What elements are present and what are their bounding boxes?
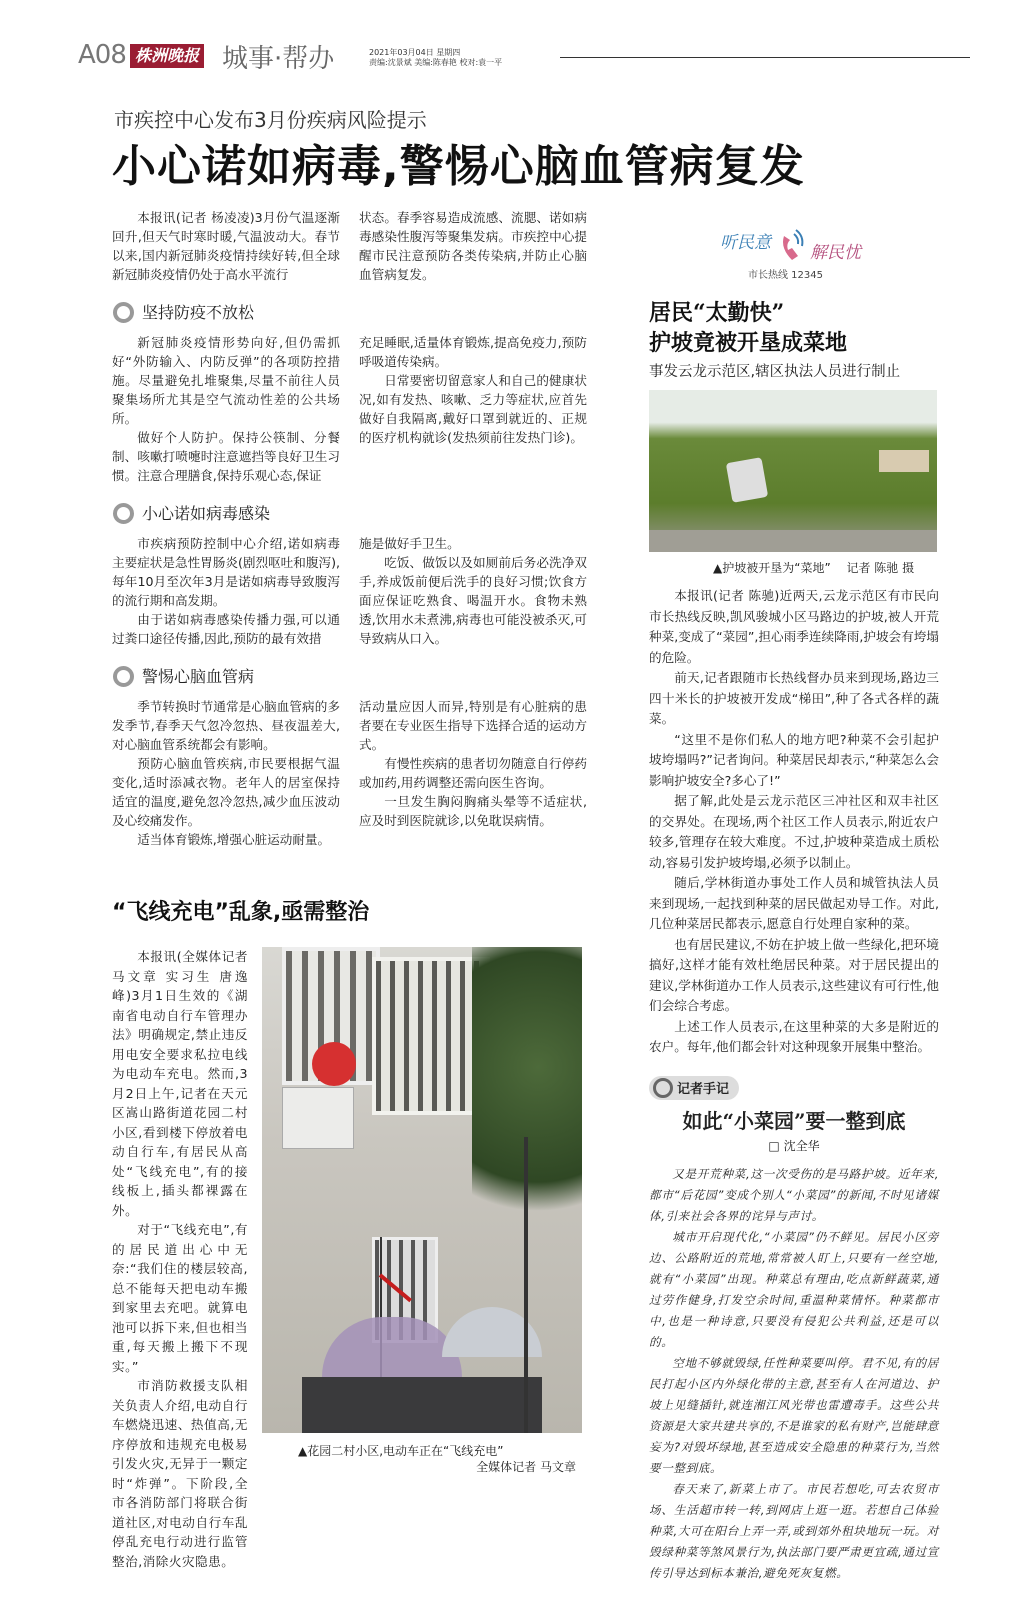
section-title: 城事·帮办 (222, 44, 335, 74)
section3-left (112, 697, 340, 849)
page-number: A08 (78, 40, 126, 70)
section1 (112, 333, 587, 485)
article3-subheadline: 事发云龙示范区,辖区执法人员进行制止 (649, 364, 901, 380)
electric-scooters (302, 1377, 542, 1433)
article1-headline: 小心诺如病毒,警惕心脑血管病复发 (112, 141, 805, 192)
article1-kicker: 市疾控中心发布3月份疾病风险提示 (114, 108, 427, 132)
intro-left (112, 208, 340, 284)
red-lantern (312, 1042, 356, 1086)
road (649, 530, 937, 552)
header-meta (369, 48, 502, 68)
paragraph: 日常要密切留意家人和自己的健康状况,如有发热、咳嗽、乏力等症状,应首先做好自我隔离,戴好口罩到就近的、正规的医疗机构就诊(发热须前往发热门诊)。 (359, 373, 587, 445)
article3-body (649, 586, 939, 1058)
heading-text: 警惕心脑血管病 (142, 666, 255, 686)
paragraph: 状态。春季容易造成流感、流腮、诺如病毒感染性腹泻等聚集发病。市疾控中心提醒市民注意预防各类传染病,并防止心脑血管病复发。 (359, 210, 587, 282)
paragraph: 据了解,此处是云龙示范区三冲社区和双丰社区的交界处。在现场,两个社区工作人员表示,附近农户较多,管理存在较大难度。不过,护坡种菜造成土质松动,容易引发护坡垮塌,必须予以制止。 (649, 793, 939, 870)
masthead-logo: 株洲晚报 (130, 44, 204, 68)
paragraph: 随后,学林街道办事处工作人员和城管执法人员来到现场,一起找到种菜的居民做起劝导工作。对此,几位种菜居民都表示,愿意自行处理自家种的菜。 (649, 875, 939, 931)
article3-headline (649, 298, 939, 358)
flying-wire-charging-photo (262, 947, 582, 1433)
phone-icon (778, 226, 808, 266)
commentary-title: 如此“小菜园”要一整到底 (682, 1108, 906, 1133)
paragraph: 本报讯(记者 陈驰)近两天,云龙示范区有市民向市长热线反映,凯风骏城小区马路边的护坡,被人开荒种菜,变成了“菜园”,担心雨季连续降雨,护坡会有垮塌的危险。 (649, 588, 939, 665)
section2-right (359, 534, 587, 648)
ring-icon (113, 503, 134, 524)
paragraph: 市疾病预防控制中心介绍,诺如病毒主要症状是急性胃肠炎(剧烈呕吐和腹泻),每年10月至次年3月是诺如病毒导致腹泻的流行期和高发期。 (112, 536, 340, 608)
heading-text: 小心诺如病毒感染 (142, 503, 271, 523)
section-heading (113, 503, 587, 524)
tag-text: 记者手记 (677, 1082, 730, 1097)
paragraph: 吃饭、做饭以及如厕前后务必洗净双手,养成饭前便后洗手的良好习惯;饮食方面应保证吃熟食、喝温开水。食物未熟透,饮用水未煮沸,病毒也可能没被杀灭,可导致病从口入。 (359, 555, 587, 646)
article2-body (112, 947, 248, 1571)
photo-caption: ▲护坡被开垦为“菜地” 记者 陈驰 摄 (713, 561, 915, 575)
scooter-canopy (322, 1317, 462, 1377)
paragraph: 一旦发生胸闷胸痛头晕等不适症状,应及时到医院就诊,以免耽误病情。 (359, 794, 587, 828)
ring-icon (113, 302, 134, 323)
paragraph: 有慢性疾病的患者切勿随意自行停药或加药,用药调整还需向医生咨询。 (359, 756, 587, 790)
paragraph: 城市开启现代化,“小菜园”仍不鲜见。居民小区旁边、公路附近的荒地,常常被人盯上,只要有一丝空地,就有“小菜园”出现。种菜总有理由,吃点新鲜蔬菜,通过劳作健身,打发空余时间,重温种菜情怀。种菜都市中,也是一种诗意,只要没有侵犯公共利益,还是可以的。 (649, 1229, 939, 1349)
photo-credit: 全媒体记者 马文章 (476, 1460, 576, 1474)
speech-bubble-icon (653, 1078, 673, 1098)
hotline-number: 市长热线 12345 (748, 270, 823, 281)
paragraph: 活动量应因人而异,特别是有心脏病的患者要在专业医生指导下选择合适的运动方式。 (359, 699, 587, 752)
paragraph: 又是开荒种菜,这一次受伤的是马路护坡。近年来,都市“后花园”变成个别人“小菜园”的新闻,不时见诸媒体,引来社会各界的诧异与声讨。 (649, 1166, 939, 1223)
staff-line: 责编:沈景斌 美编:陈春艳 校对:袁一平 (369, 58, 503, 67)
paragraph: 新冠肺炎疫情形势向好,但仍需抓好“外防输入、内防反弹”的各项防控措施。尽量避免扎堆聚集,尽量不前往人员聚集场所尤其是空气流动性差的公共场所。 (112, 335, 340, 426)
paragraph: 本报讯(记者 杨凌凌)3月份气温逐渐回升,但天气时寒时暖,气温波动大。春节以来,国内新冠肺炎疫情持续好转,但全球新冠肺炎疫情仍处于高水平流行 (112, 210, 340, 282)
article2 (112, 947, 582, 1571)
ring-icon (113, 666, 134, 687)
section3-right (359, 697, 587, 849)
paragraph: 充足睡眠,适量体育锻炼,提高免疫力,预防呼吸道传染病。 (359, 335, 587, 369)
headline-line: 护坡竟被开垦成菜地 (649, 330, 848, 356)
paragraph: 由于诺如病毒感染传播力强,可以通过粪口途径传播,因此,预防的最有效措 (112, 612, 340, 646)
section1-right (359, 333, 587, 485)
paragraph: 对于“飞线充电”,有的居民道出心中无奈:“我们住的楼层较高,总不能每天把电动车搬到家里去充吧。就算电池可以拆下来,但也相当重,每天搬上搬下不现实。” (112, 1222, 248, 1374)
paragraph: 做好个人防护。保持公筷制、分餐制、咳嗽打喷嚏时注意遮挡等良好卫生习惯。注意合理膳食,保持乐观心态,保证 (112, 430, 340, 483)
paragraph: 空地不够就毁绿,任性种菜要叫停。君不见,有的居民打起小区内外绿化带的主意,甚至有人在河道边、护坡上见缝插针,就连湘江风光带也雷遭毒手。这些公共资源是大家共建共享的,不是谁家的私有财产,岂能肆意妄为?对毁坏绿地,甚至造成安全隐患的种菜行为,当然要一整到底。 (649, 1355, 939, 1475)
commentary-author: □ 沈全华 (768, 1138, 820, 1153)
article2-title: “飞线充电”乱象,亟需整治 (112, 900, 370, 925)
date-line: 2021年03月04日 星期四 (369, 48, 461, 57)
street-lamp (524, 1137, 528, 1433)
paragraph: 上述工作人员表示,在这里种菜的大多是附近的农户。每年,他们都会针对这种现象开展集中整治。 (649, 1018, 939, 1054)
paragraph: 本报讯(全媒体记者 马文章 实习生 唐逸峰)3月1日生效的《湖南省电动自行车管理办法》明确规定,禁止违反用电安全要求私拉电线为电动车充电。然而,3月2日上午,记者在天元区嵩山路街道花园二村小区,看到楼下停放着电动自行车,有居民从高处“飞线充电”,有的接线板上,插头都裸露在外。 (112, 949, 248, 1218)
slope-vegetable-plot-photo (649, 390, 937, 552)
ac-unit (282, 1087, 354, 1149)
logo-left-text: 听民意 (720, 233, 771, 253)
section-heading (113, 666, 587, 687)
heading-text: 坚持防疫不放松 (142, 302, 255, 322)
section2-left (112, 534, 340, 648)
section1-left (112, 333, 340, 485)
paragraph: 也有居民建议,不妨在护坡上做一些绿化,把环境搞好,这样才能有效杜绝居民种菜。对于居民提出的建议,学林街道办工作人员表示,这些建议有可行性,他们会综合考虑。 (649, 936, 939, 1013)
intro-right (359, 208, 587, 284)
reporter-note-tag (649, 1076, 739, 1100)
photo-caption: ▲花园二村小区,电动车正在“飞线充电” (298, 1444, 504, 1458)
plastic-sheet (726, 457, 768, 503)
right-area (649, 226, 939, 1604)
paragraph: 适当体育锻炼,增强心脏运动耐量。 (137, 832, 331, 847)
paragraph: 施是做好手卫生。 (359, 536, 460, 551)
header-rule (560, 57, 970, 58)
paragraph: 季节转换时节通常是心脑血管病的多发季节,春季天气忽冷忽热、昼夜温差大,对心脑血管系统都会有影响。 (112, 699, 340, 752)
headline-line: 居民“太勤快” (649, 300, 785, 326)
house (879, 450, 929, 472)
logo-right-text: 解民忧 (810, 243, 861, 263)
left-area (112, 208, 587, 1571)
commentary-body (649, 1164, 939, 1604)
paragraph: 春天来了,新菜上市了。市民若想吃,可去农贸市场、生活超市转一转,到网店上逛一逛。若想自己体验种菜,大可在阳台上弄一弄,或到郊外租块地玩一玩。对毁绿种菜等煞风景行为,执法部门要严肃更宜疏,通过宣传引导达到标本兼治,避免死灰复燃。 (649, 1481, 939, 1580)
hotline-logo (720, 226, 870, 286)
section2 (112, 534, 587, 648)
section-heading (113, 302, 587, 323)
paragraph: 前天,记者跟随市长热线督办员来到现场,路边三四十米长的护坡被开发成“梯田”,种了各式各样的蔬菜。 (649, 670, 939, 726)
intro (112, 208, 587, 284)
photo-block (262, 947, 582, 1571)
section3 (112, 697, 587, 849)
paragraph: 预防心脑血管疾病,市民要根据气温变化,适时添减衣物。老年人的居室保持适宜的温度,避免忽冷忽热,减少血压波动及心绞痛发作。 (112, 756, 340, 828)
paragraph: “这里不是你们私人的地方吧?种菜不会引起护坡垮塌吗?”记者询问。种菜居民却表示,“种菜怎么会影响护坡安全?多心了!” (649, 731, 939, 788)
paragraph: 市消防救援支队相关负责人介绍,电动自行车燃烧迅速、热值高,无序停放和违规充电极易引发火灾,无异于一颗定时“炸弹”。下阶段,全市各消防部门将联合街道社区,对电动自行车乱停乱充电行动进行监管整治,消除火灾隐患。 (112, 1378, 248, 1569)
